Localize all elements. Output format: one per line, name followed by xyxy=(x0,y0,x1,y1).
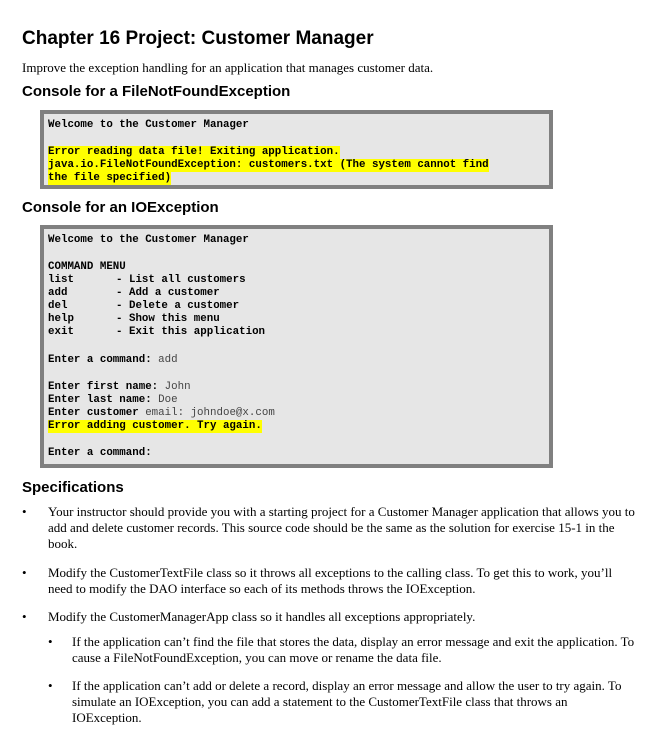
menu-cmd: exit xyxy=(48,326,74,338)
bullet-dot: • xyxy=(48,678,53,693)
prompt-text: Enter customer xyxy=(48,407,139,419)
console-error-line: java.io.FileNotFoundException: customers.txt (The system cannot find xyxy=(48,159,489,171)
list-item: Modify the CustomerTextFile class so it throws all exceptions to the calling class. To get this to work, you’ll need to modify the DAO interface so each of its methods throws the IOException. xyxy=(48,565,613,596)
menu-cmd: help xyxy=(48,313,74,325)
console-menu-title: COMMAND MENU xyxy=(48,261,126,273)
menu-desc: - Delete a customer xyxy=(116,300,240,312)
console-ioexception xyxy=(40,225,553,468)
user-input: John xyxy=(164,381,191,393)
bullet-dot: • xyxy=(48,634,53,649)
console-prompt-email xyxy=(48,407,275,420)
console-prompt-last xyxy=(48,394,178,407)
console-prompt-command-final: Enter a command: xyxy=(48,447,152,459)
heading-specifications: Specifications xyxy=(22,479,124,496)
console-error-line: the file specified) xyxy=(48,172,172,184)
menu-cmd: list xyxy=(48,274,74,286)
console-error-line: Error adding customer. Try again. xyxy=(48,420,262,432)
console-error-line: Error reading data file! Exiting application. xyxy=(48,146,340,158)
user-input: Doe xyxy=(158,394,178,406)
console-prompt-command xyxy=(48,354,178,367)
user-input: johndoe@x.com xyxy=(190,407,275,419)
heading-filenotfound-console: Console for a FileNotFoundException xyxy=(22,83,291,100)
bullet-dot: • xyxy=(22,565,27,580)
prompt-text: Enter first name: xyxy=(48,381,159,393)
intro-text: Improve the exception handling for an application that manages customer data. xyxy=(22,60,434,75)
list-item: If the application can’t add or delete a record, display an error message and allow the user to try again. To simulate an IOException, you can add a statement to the CustomerTextFile class that throws an IOException. xyxy=(72,678,622,725)
console-welcome: Welcome to the Customer Manager xyxy=(48,234,249,246)
prompt-text: email: xyxy=(145,407,185,419)
prompt-text: Enter last name: xyxy=(48,394,152,406)
menu-cmd: add xyxy=(48,287,68,299)
list-item: Modify the CustomerManagerApp class so it handles all exceptions appropriately. xyxy=(48,609,476,624)
console-welcome: Welcome to the Customer Manager xyxy=(48,119,249,131)
menu-desc: - Add a customer xyxy=(116,287,220,299)
prompt-text: Enter a command: xyxy=(48,354,152,366)
list-item: Your instructor should provide you with a starting project for a Customer Manager application that allows you to add and delete customer records. This source code should be the same as the solution for exercise 15-1 in the book. xyxy=(48,504,635,551)
console-filenotfound xyxy=(40,110,553,189)
menu-desc: - List all customers xyxy=(116,274,246,286)
list-item: If the application can’t find the file that stores the data, display an error message and exit the application. To cause a FileNotFoundException, you can move or rename the data file. xyxy=(72,634,635,665)
menu-cmd: del xyxy=(48,300,68,312)
bullet-dot: • xyxy=(22,609,27,624)
menu-desc: - Show this menu xyxy=(116,313,220,325)
heading-ioexception-console: Console for an IOException xyxy=(22,199,219,216)
bullet-dot: • xyxy=(22,504,27,519)
console-prompt-first xyxy=(48,381,191,394)
page-title: Chapter 16 Project: Customer Manager xyxy=(22,28,374,49)
user-input: add xyxy=(158,354,178,366)
menu-desc: - Exit this application xyxy=(116,326,266,338)
